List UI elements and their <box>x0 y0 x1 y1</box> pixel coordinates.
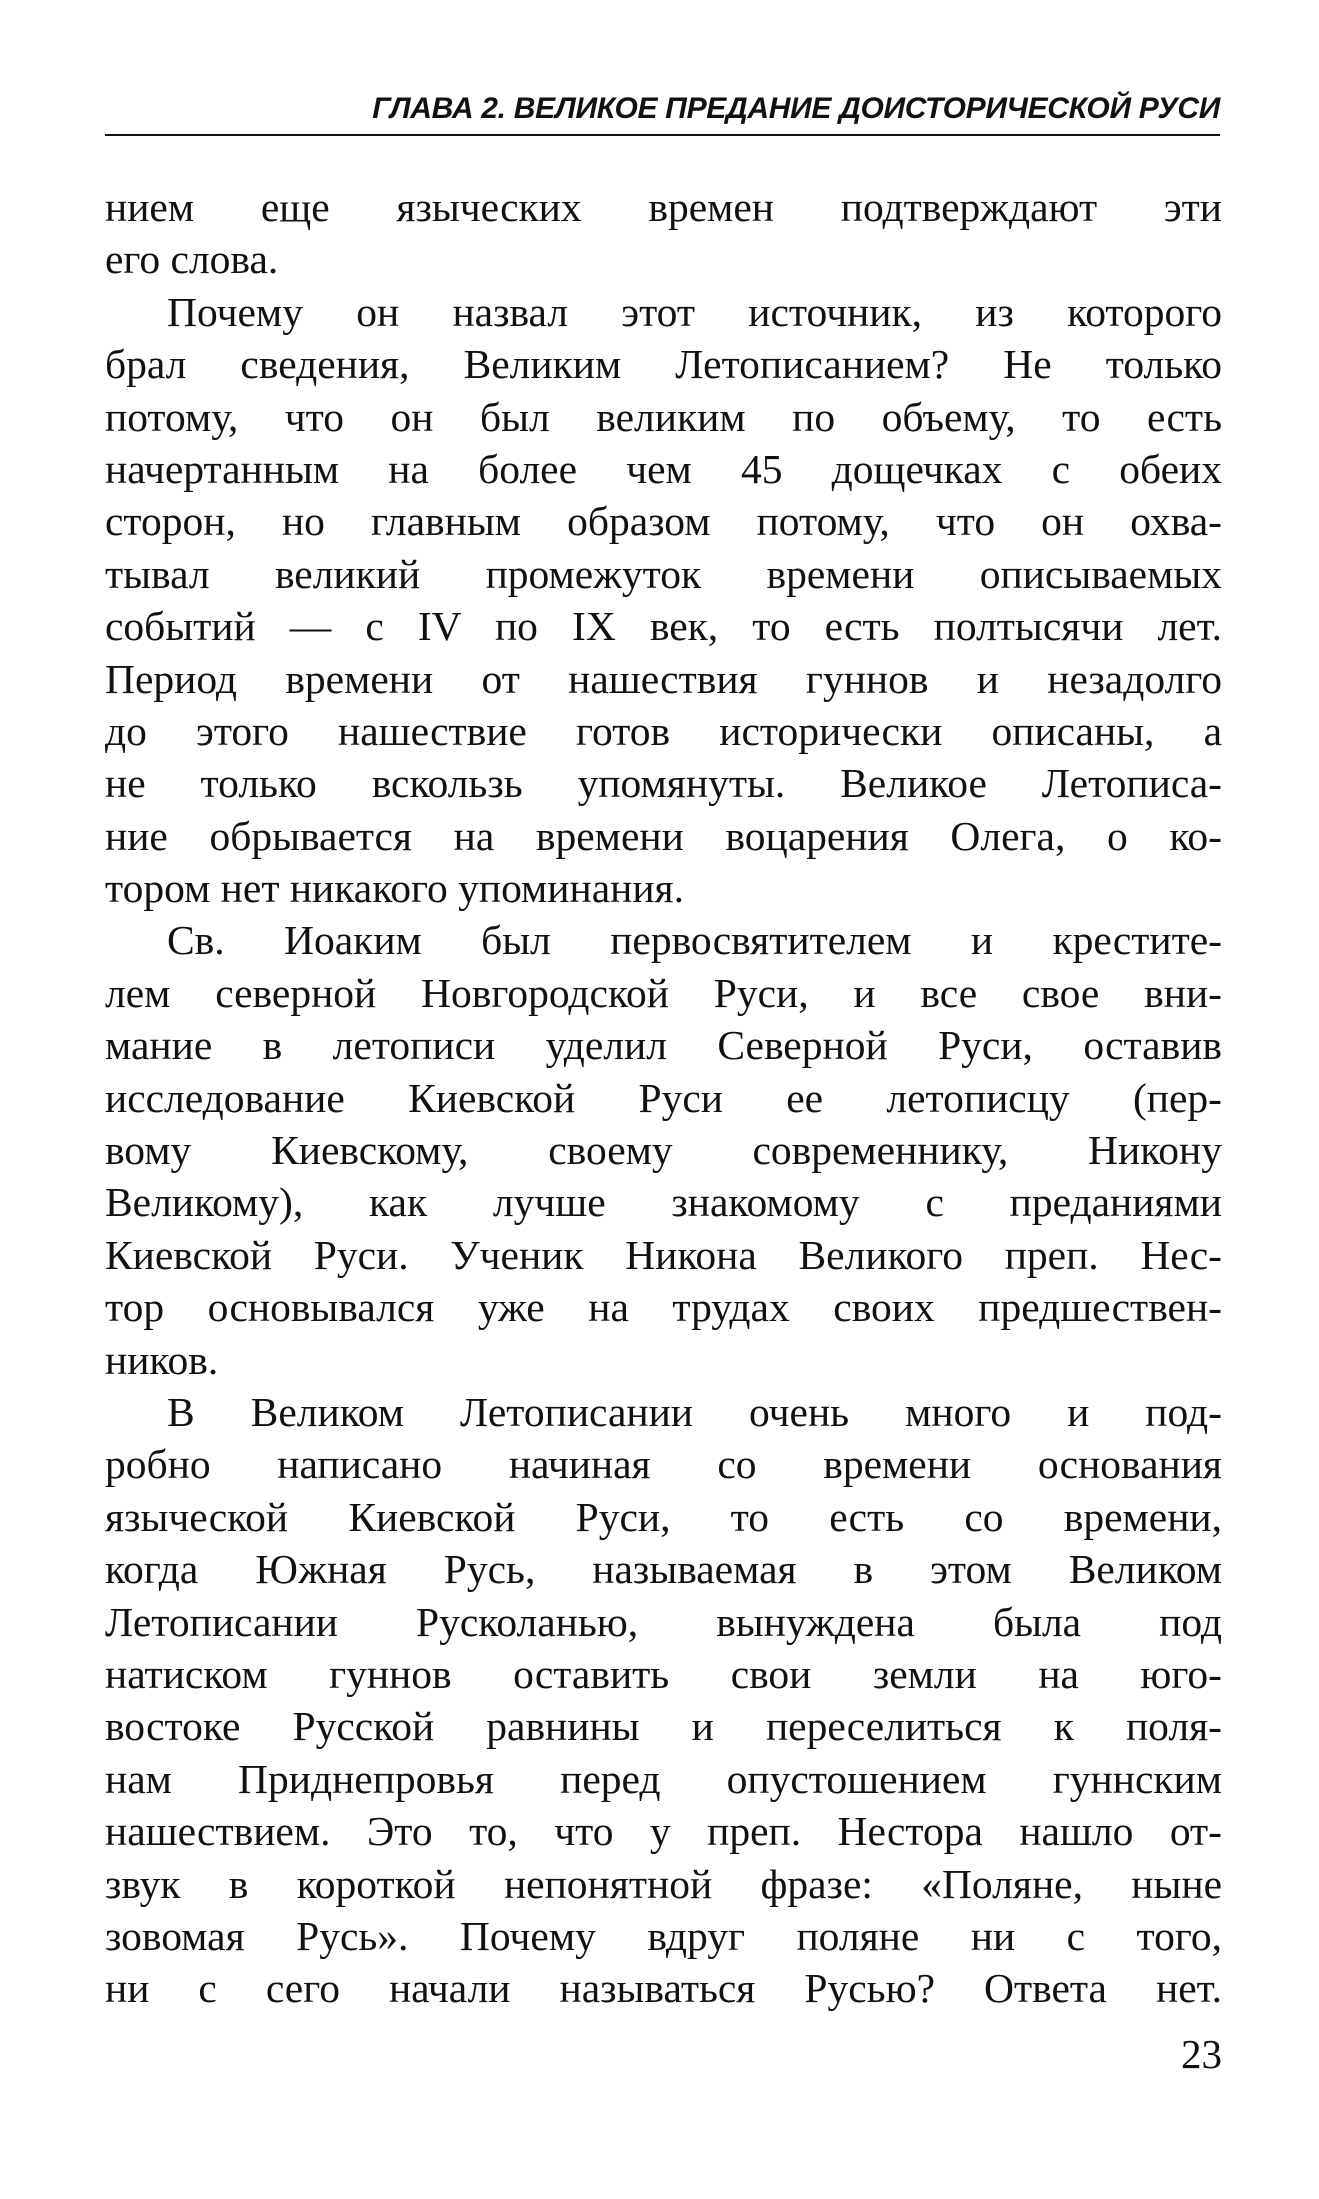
text-line: нам Приднепровья перед опустошением гуннским <box>105 1755 1222 1802</box>
text-line: нашествием. Это то, что у преп. Нестора нашло от- <box>105 1808 1222 1855</box>
text-line: зовомая Русь». Почему вдруг поляне ни с того, <box>105 1912 1222 1959</box>
text-line: тором нет никакого упоминания. <box>105 865 685 912</box>
text-line: Летописании Русколанью, вынуждена была под <box>105 1598 1222 1645</box>
text-line: Великому), как лучше знакомому с преданиями <box>105 1179 1222 1226</box>
text-line: до этого нашествие готов исторически описаны, а <box>105 707 1222 754</box>
page-number: 23 <box>1181 2031 1222 2077</box>
text-line: вому Киевскому, своему современнику, Никону <box>105 1127 1222 1174</box>
text-line: сторон, но главным образом потому, что он охва- <box>105 498 1222 545</box>
text-line: натиском гуннов оставить свои земли на юго- <box>105 1650 1222 1697</box>
text-line: когда Южная Русь, называемая в этом Великом <box>105 1546 1222 1593</box>
text-line: нием еще языческих времен подтверждают эти <box>105 184 1222 230</box>
text-line: тор основывался уже на трудах своих предшествен- <box>105 1284 1222 1331</box>
text-line: не только вскользь упомянуты. Великое Летописа- <box>105 760 1222 807</box>
text-line: ни с сего начали называться Русью? Ответа нет. <box>105 1965 1222 2012</box>
paragraph <box>105 1386 1222 2015</box>
text-line: брал сведения, Великим Летописанием? Не только <box>105 341 1222 388</box>
text-line: исследование Киевской Руси ее летописцу (пер- <box>105 1074 1222 1121</box>
text-line: Период времени от нашествия гуннов и незадолго <box>105 655 1222 702</box>
text-line: ние обрывается на времени воцарения Олега, о ко- <box>105 812 1222 859</box>
text-line: лем северной Новгородской Руси, и все свое вни- <box>105 969 1222 1016</box>
paragraph <box>105 181 1222 286</box>
text-line: мание в летописи уделил Северной Руси, оставив <box>105 1022 1222 1069</box>
text-line: звук в короткой непонятной фразе: «Поляне, ныне <box>105 1860 1222 1907</box>
paragraph <box>105 286 1222 915</box>
text-line: робно написано начиная со времени основания <box>105 1441 1222 1488</box>
text-line: В Великом Летописании очень много и под- <box>167 1388 1222 1435</box>
text-line: востоке Русской равнины и переселиться к поля- <box>105 1703 1222 1750</box>
paragraph <box>105 914 1222 1386</box>
text-line: начертанным на более чем 45 дощечках с обеих <box>105 445 1222 492</box>
text-line: Св. Иоаким был первосвятителем и крестите- <box>167 917 1222 964</box>
text-line: тывал великий промежуток времени описываемых <box>105 550 1222 597</box>
text-line: потому, что он был великим по объему, то есть <box>105 393 1222 440</box>
text-line: Киевской Руси. Ученик Никона Великого преп. Нес- <box>105 1231 1222 1278</box>
text-line: Почему он назвал этот источник, из которого <box>167 288 1222 335</box>
running-header: ГЛАВА 2. ВЕЛИКОЕ ПРЕДАНИЕ ДОИСТОРИЧЕСКОЙ РУСИ <box>105 86 1220 136</box>
body-text <box>105 181 1222 2015</box>
text-line: событий — с IV по IX век, то есть полтысячи лет. <box>105 603 1222 650</box>
text-line: языческой Киевской Руси, то есть со времени, <box>105 1493 1222 1540</box>
text-line: его слова. <box>105 236 279 283</box>
text-line: ников. <box>105 1336 219 1383</box>
